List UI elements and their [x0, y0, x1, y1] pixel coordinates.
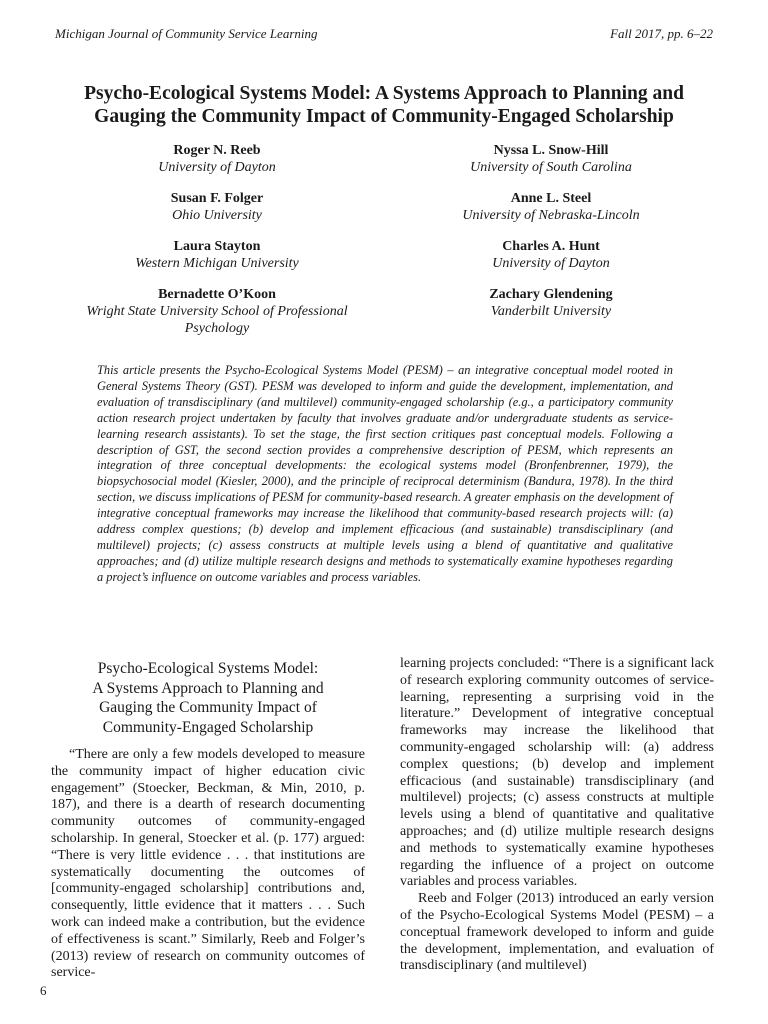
- author-affiliation: University of Dayton: [492, 256, 610, 271]
- author: [404, 286, 698, 337]
- author-affiliation: University of Dayton: [158, 160, 276, 175]
- author-affiliation: Ohio University: [172, 208, 262, 223]
- author-name: Roger N. Reeb: [173, 143, 261, 158]
- body-paragraph: learning projects concluded: “There is a significant lack of research exploring community outcomes of service-learning, representing a surprising void in the literature.” Development of integrative conceptual frameworks may increase the likelihood that community-engaged scholarship will: (a) address complex questions; (b) develop and implement efficacious (and sustainable) transdisciplinary (and multilevel) projects; (c) assess constructs at multiple levels using a blend of quantitative and qualitative approaches; and (d) utilize multiple research designs and methods to systematically examine hypotheses regarding the influence of a project on outcome variables and process variables.: [400, 656, 714, 890]
- body-column-right: [400, 656, 714, 975]
- author-name: Nyssa L. Snow-Hill: [493, 143, 609, 158]
- author-list: [70, 142, 698, 337]
- page-number: 6: [40, 983, 47, 998]
- journal-name: Michigan Journal of Community Service Learning: [55, 26, 318, 41]
- section-heading-line: A Systems Approach to Planning and: [92, 679, 324, 697]
- author: [70, 142, 364, 176]
- author-affiliation: University of South Carolina: [470, 160, 632, 175]
- author: [404, 238, 698, 272]
- author-affiliation: Wright State University School of Professional Psychology: [86, 304, 348, 336]
- author-name: Anne L. Steel: [510, 191, 592, 206]
- author: [404, 190, 698, 224]
- abstract: This article presents the Psycho-Ecological Systems Model (PESM) – an integrative conceptual model rooted in General Systems Theory (GST). PESM was developed to inform and guide the development, implementation, and evaluation of transdisciplinary (and multilevel) community-engaged scholarship (e.g., a participatory community action research project undertaken by faculty that involves graduate and/or undergraduate students as service-learning research assistants). To set the stage, the first section critiques past conceptual models. Following a description of GST, the second section provides a comprehensive description of PESM, which represents an integration of three conceptual developments: the ecological systems model (Bronfenbrenner, 1979), the biopsychosocial model (Kiesler, 2000), and the principle of reciprocal determinism (Bandura, 1978). In the third section, we discuss implications of PESM for community-based research. A greater emphasis on the development of integrative conceptual frameworks may increase the likelihood that community-based research projects will: (a) address complex questions; (b) develop and implement efficacious (and sustainable) transdisciplinary (and multilevel) projects; (c) assess constructs at multiple levels using a blend of quantitative and qualitative approaches; and (d) utilize multiple research designs and methods to systematically examine hypotheses regarding a project’s influence on outcome variables and process variables.: [97, 363, 673, 584]
- author-name: Bernadette O’Koon: [158, 287, 276, 302]
- author: [70, 190, 364, 224]
- author-affiliation: Vanderbilt University: [490, 304, 612, 319]
- section-heading: [51, 659, 365, 737]
- section-heading-line: Psycho-Ecological Systems Model:: [97, 660, 319, 677]
- author-affiliation: University of Nebraska-Lincoln: [462, 208, 640, 223]
- author-affiliation: Western Michigan University: [135, 256, 299, 271]
- author-name: Susan F. Folger: [170, 191, 264, 206]
- title-line-2: Gauging the Community Impact of Community-Engaged Scholarship: [94, 106, 674, 127]
- author: [70, 286, 364, 337]
- section-heading-line: Gauging the Community Impact of: [99, 699, 317, 716]
- author-name: Charles A. Hunt: [502, 239, 600, 254]
- author: [404, 142, 698, 176]
- title-line-1: Psycho-Ecological Systems Model: A Systems Approach to Planning and: [84, 83, 684, 104]
- author: [70, 238, 364, 272]
- body-column-left: [51, 656, 365, 982]
- running-head: [55, 26, 713, 42]
- issue-info: Fall 2017, pp. 6–22: [610, 26, 713, 41]
- article-title: [30, 82, 738, 128]
- body-paragraph: “There are only a few models developed to measure the community impact of higher education civic engagement” (Stoecker, Beckman, & Min, 2010, p. 187), and there is a dearth of research documenting community outcomes of community-engaged scholarship. In general, Stoecker et al. (p. 177) argued: “There is very little evidence . . . that institutions are systematically documenting the outcomes of [community-engaged scholarship] contributions and, consequently, little evidence that it matters . . . Such work can indeed make a contribution, but the evidence of effectiveness is scant.” Similarly, Reeb and Folger’s (2013) review of research on community outcomes of service-: [51, 747, 365, 981]
- author-name: Zachary Glendening: [489, 287, 613, 302]
- body-paragraph: Reeb and Folger (2013) introduced an early version of the Psycho-Ecological Systems Model (PESM) – a conceptual framework developed to inform and guide the development, implementation, and evaluation of transdisciplinary (and multilevel): [400, 891, 714, 974]
- author-name: Laura Stayton: [173, 239, 261, 254]
- section-heading-line: Community-Engaged Scholarship: [102, 718, 314, 736]
